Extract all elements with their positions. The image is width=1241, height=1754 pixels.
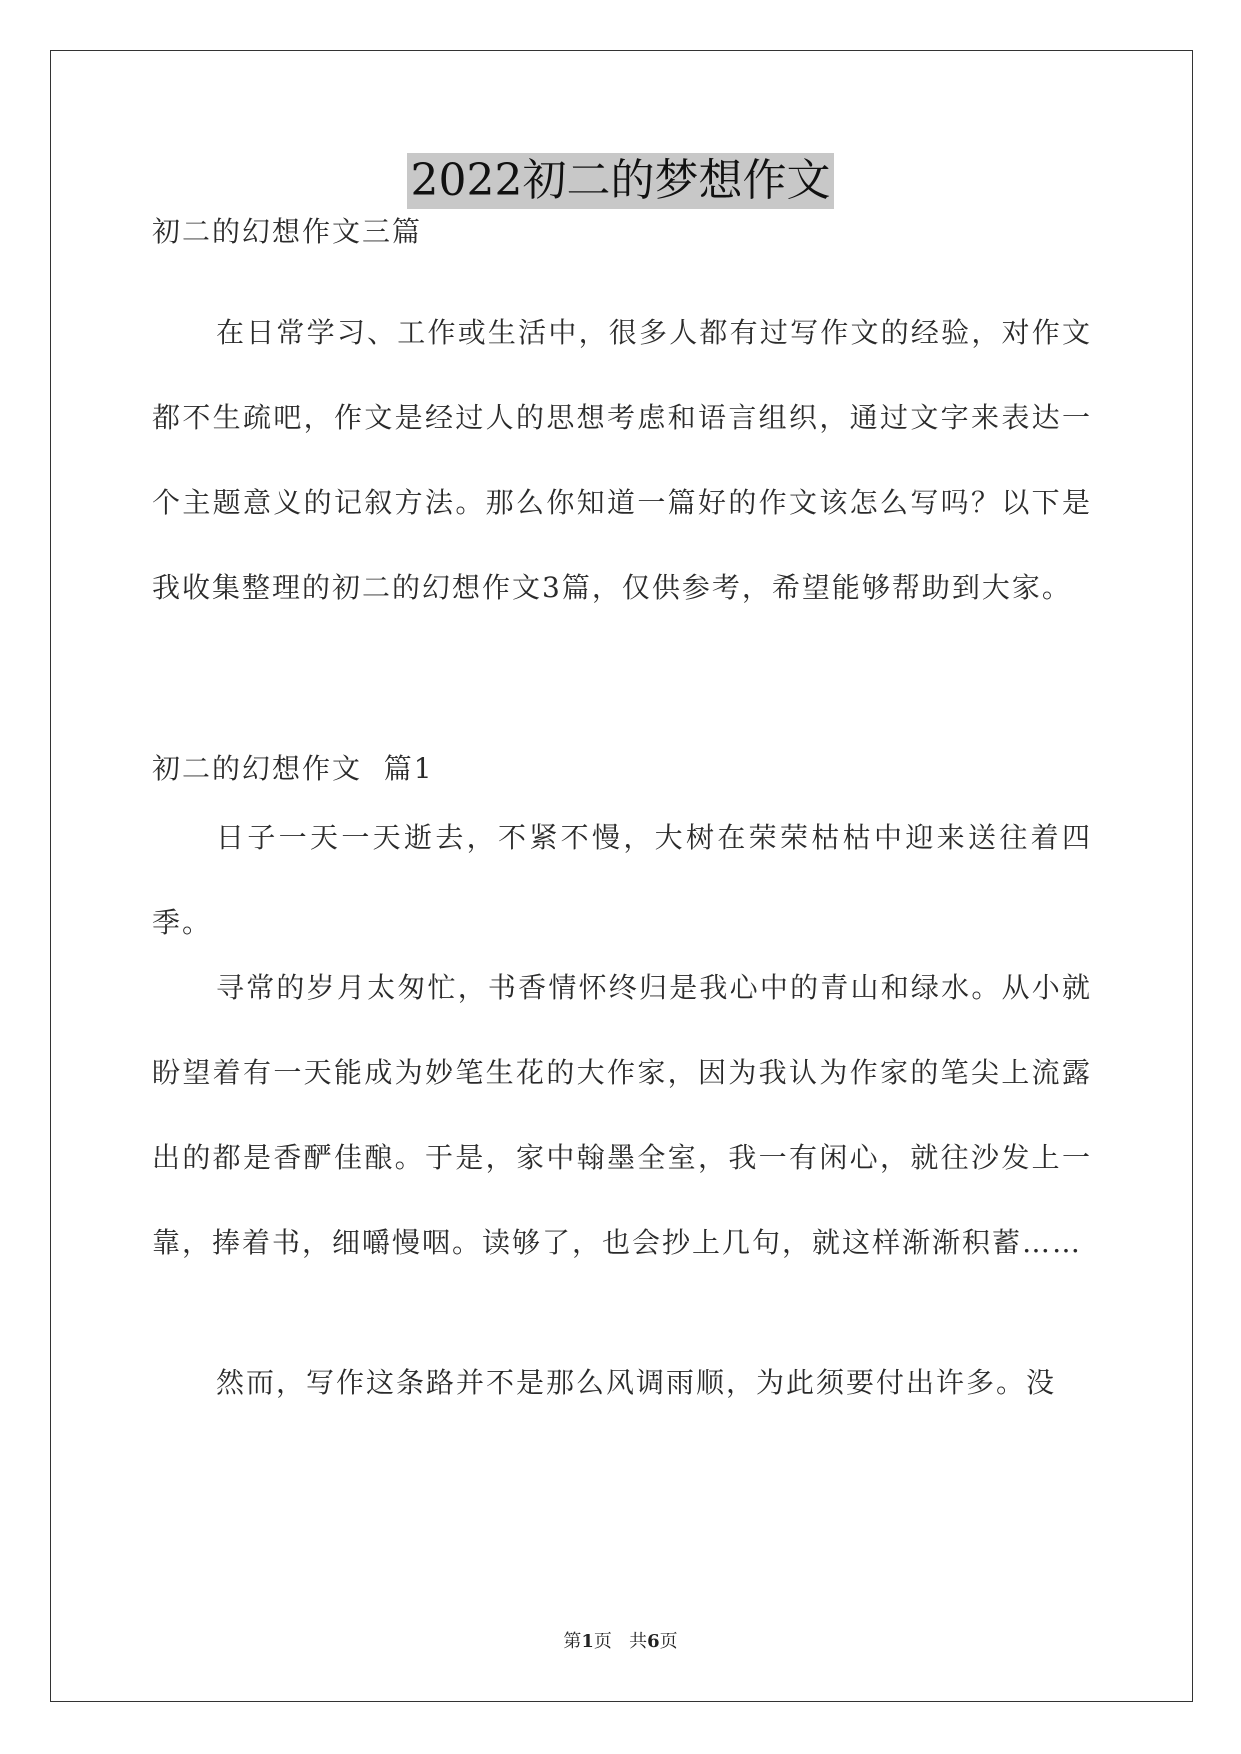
body-paragraph-3: 然而，写作这条路并不是那么风调雨顺，为此须要付出许多。没 <box>216 1366 1057 1399</box>
footer-middle: 页 共 <box>593 1631 648 1652</box>
document-title-wrap <box>0 153 1241 209</box>
footer-page-number: 1 <box>581 1631 594 1652</box>
section-heading: 初二的幻想作文 篇1 <box>152 752 434 785</box>
document-subtitle: 初二的幻想作文三篇 <box>152 215 423 248</box>
document-title: 2022初二的梦想作文 <box>407 153 835 209</box>
intro-paragraph: 在日常学习、工作或生活中，很多人都有过写作文的经验，对作文都不生疏吧，作文是经过人的思想考虑和语言组织，通过文字来表达一个主题意义的记叙方法。那么你知道一篇好的作文该怎么写吗？以下是我收集整理的初二的幻想作文3篇，仅供参考，希望能够帮助到大家。 <box>152 316 1092 604</box>
body-paragraph-1: 日子一天一天逝去，不紧不慢，大树在荣荣枯枯中迎来送往着四季。 <box>152 821 1092 939</box>
footer-prefix: 第 <box>563 1631 582 1652</box>
page-footer <box>0 1627 1241 1653</box>
footer-total-pages: 6 <box>647 1631 660 1652</box>
body-paragraph-2: 寻常的岁月太匆忙，书香情怀终归是我心中的青山和绿水。从小就盼望着有一天能成为妙笔生花的大作家，因为我认为作家的笔尖上流露出的都是香酽佳酿。于是，家中翰墨全室，我一有闲心，就往沙发上一靠，捧着书，细嚼慢咽。读够了，也会抄上几句，就这样渐渐积蓄…… <box>152 971 1092 1259</box>
footer-suffix: 页 <box>659 1631 678 1652</box>
